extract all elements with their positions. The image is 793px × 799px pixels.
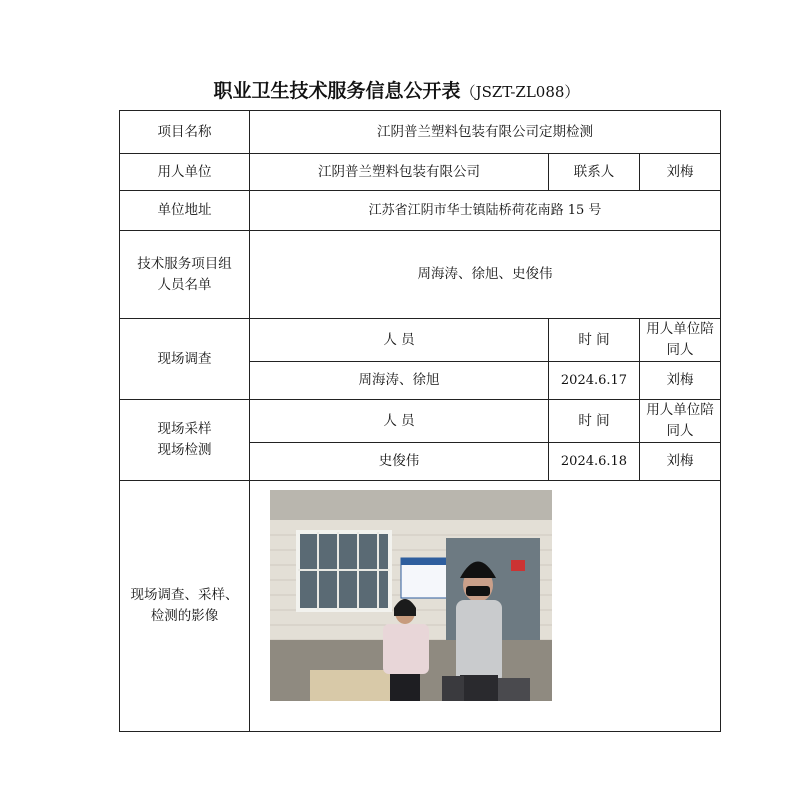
image-cell: [250, 481, 721, 732]
site-photo-image: [270, 490, 552, 701]
sampling-col-time: 时 间: [549, 400, 640, 443]
label-address: 单位地址: [120, 191, 250, 231]
survey-col-person: 人 员: [250, 319, 549, 362]
info-table: [119, 110, 721, 732]
label-sampling: 现场采样 现场检测: [120, 400, 250, 481]
sampling-col-escort: 用人单位陪同人: [640, 400, 721, 443]
page-title: [0, 76, 793, 103]
sampling-person: 史俊伟: [250, 443, 549, 481]
label-images: 现场调查、采样、 检测的影像: [120, 481, 250, 732]
title-code: （JSZT-ZL088）: [460, 83, 580, 101]
sampling-escort: 刘梅: [640, 443, 721, 481]
value-address: 江苏省江阴市华士镇陆桥荷花南路 15 号: [250, 191, 721, 231]
survey-person: 周海涛、徐旭: [250, 362, 549, 400]
label-employer: 用人单位: [120, 154, 250, 191]
label-contact: 联系人: [549, 154, 640, 191]
site-photo: [270, 490, 552, 701]
label-project-name: 项目名称: [120, 111, 250, 154]
survey-time: 2024.6.17: [549, 362, 640, 400]
survey-escort: 刘梅: [640, 362, 721, 400]
title-main: 职业卫生技术服务信息公开表: [213, 80, 461, 102]
value-project-name: 江阴普兰塑料包装有限公司定期检测: [250, 111, 721, 154]
survey-col-time: 时 间: [549, 319, 640, 362]
label-team: 技术服务项目组 人员名单: [120, 231, 250, 319]
sampling-time: 2024.6.18: [549, 443, 640, 481]
sampling-col-person: 人 员: [250, 400, 549, 443]
value-employer: 江阴普兰塑料包装有限公司: [250, 154, 549, 191]
survey-col-escort: 用人单位陪同人: [640, 319, 721, 362]
value-contact: 刘梅: [640, 154, 721, 191]
value-team: 周海涛、徐旭、史俊伟: [250, 231, 721, 319]
label-survey: 现场调查: [120, 319, 250, 400]
